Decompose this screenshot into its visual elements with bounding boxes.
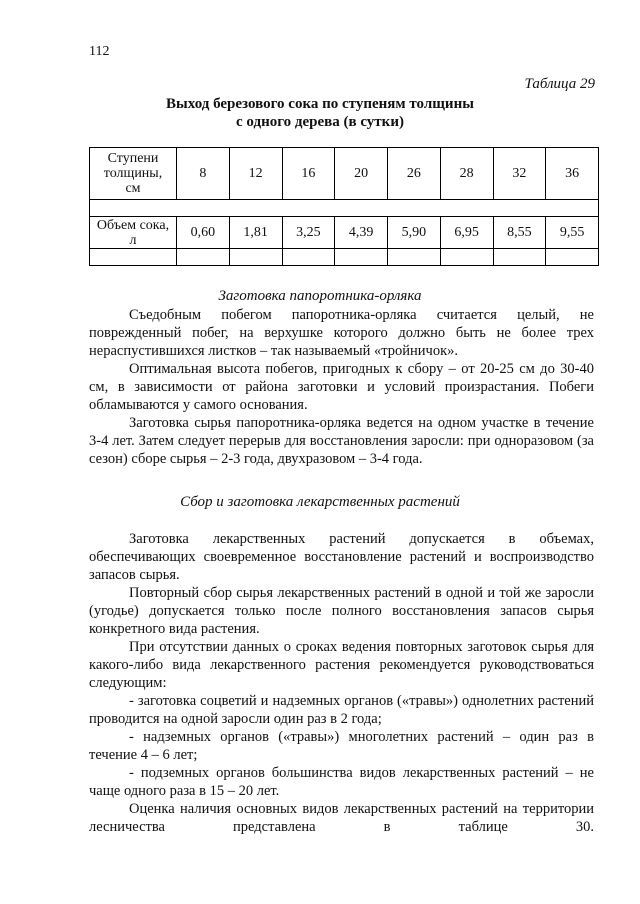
paragraph: - заготовка соцветий и надземных органов («травы») однолетних растений проводится на одной заросли один раз в 2 года;: [89, 693, 594, 727]
paragraph: Повторный сбор сырья лекарственных растений в одной и той же заросли (угодье) допускается только после полного восстановления запасов сырья конкретного вида растения.: [89, 585, 594, 637]
section-heading-fern: Заготовка папоротника-орляка: [218, 288, 422, 304]
table-cell: 8: [177, 148, 230, 200]
table-empty-cell: [546, 249, 599, 266]
header-line: л: [129, 232, 137, 248]
paragraph: - подземных органов большинства видов лекарственных растений – не чаще одного раза в 15 – 20 лет.: [89, 765, 594, 799]
table-empty-cell: [229, 249, 282, 266]
paragraph: Заготовка лекарственных растений допускается в объемах, обеспечивающих своевременное восстановление растений и воспроизводство запасов сырья.: [89, 531, 594, 583]
table-empty-cell: [282, 249, 335, 266]
table-cell: 4,39: [335, 217, 388, 249]
table-title-line-1: Выход березового сока по ступеням толщины: [166, 96, 474, 112]
table-cell: 20: [335, 148, 388, 200]
section-heading-medicinal: Сбор и заготовка лекарственных растений: [180, 494, 460, 510]
table-row-empty: [90, 200, 599, 217]
table-cell: 9,55: [546, 217, 599, 249]
header-line: Ступени: [107, 151, 159, 166]
paragraph: Съедобным побегом папоротника-орляка считается целый, не поврежденный побег, на верхушке которого должно быть не более трех нераспустившихся листков – так называемый «тройничок».: [89, 307, 594, 359]
paragraph: Заготовка сырья папоротника-орляка ведется на одном участке в течение 3-4 лет. Затем следует перерыв для восстановления заросли: при одноразовом (за сезон) сборе сырья – 2-3 года, двухразовом – 3-4 года.: [89, 415, 594, 467]
table-header-cell: [90, 148, 177, 200]
header-line: см: [125, 181, 141, 196]
table-label: Таблица 29: [524, 76, 595, 92]
table-empty-cell: [90, 249, 177, 266]
paragraph: При отсутствии данных о сроках ведения повторных заготовок сырья для какого-либо вида лекарственного растения рекомендуется руководствоваться следующим:: [89, 639, 594, 691]
table-cell: 36: [546, 148, 599, 200]
table-title-line-2: с одного дерева (в сутки): [236, 114, 404, 130]
paragraph: - надземных органов («травы») многолетних растений – один раз в течение 4 – 6 лет;: [89, 729, 594, 763]
table-cell: 3,25: [282, 217, 335, 249]
header-line: Объем сока,: [96, 217, 170, 233]
table-cell: 32: [493, 148, 546, 200]
table-row-empty: [90, 249, 599, 266]
table-title: [0, 95, 640, 131]
table-header-cell: [90, 217, 177, 249]
table-empty-cell: [493, 249, 546, 266]
table-empty-cell: [440, 249, 493, 266]
table-empty-cell: [90, 200, 599, 217]
table-cell: 8,55: [493, 217, 546, 249]
table-cell: 28: [440, 148, 493, 200]
table-cell: 12: [229, 148, 282, 200]
header-line: толщины,: [103, 166, 163, 181]
table-cell: 6,95: [440, 217, 493, 249]
table-cell: 26: [388, 148, 441, 200]
table-empty-cell: [335, 249, 388, 266]
table-row: [90, 217, 599, 249]
table-cell: 5,90: [388, 217, 441, 249]
table-empty-cell: [177, 249, 230, 266]
table-cell: 16: [282, 148, 335, 200]
page-number: 112: [89, 44, 110, 59]
table-empty-cell: [388, 249, 441, 266]
table-cell: 1,81: [229, 217, 282, 249]
table-cell: 0,60: [177, 217, 230, 249]
sap-yield-table: [89, 147, 599, 266]
table-row: [90, 148, 599, 200]
paragraph: Оценка наличия основных видов лекарственных растений на территории лесничества представлена в таблице 30.: [89, 801, 594, 835]
paragraph: Оптимальная высота побегов, пригодных к сбору – от 20-25 см до 30-40 см, в зависимости от района заготовки и условий произрастания. Побеги обламываются у самого основания.: [89, 361, 594, 413]
